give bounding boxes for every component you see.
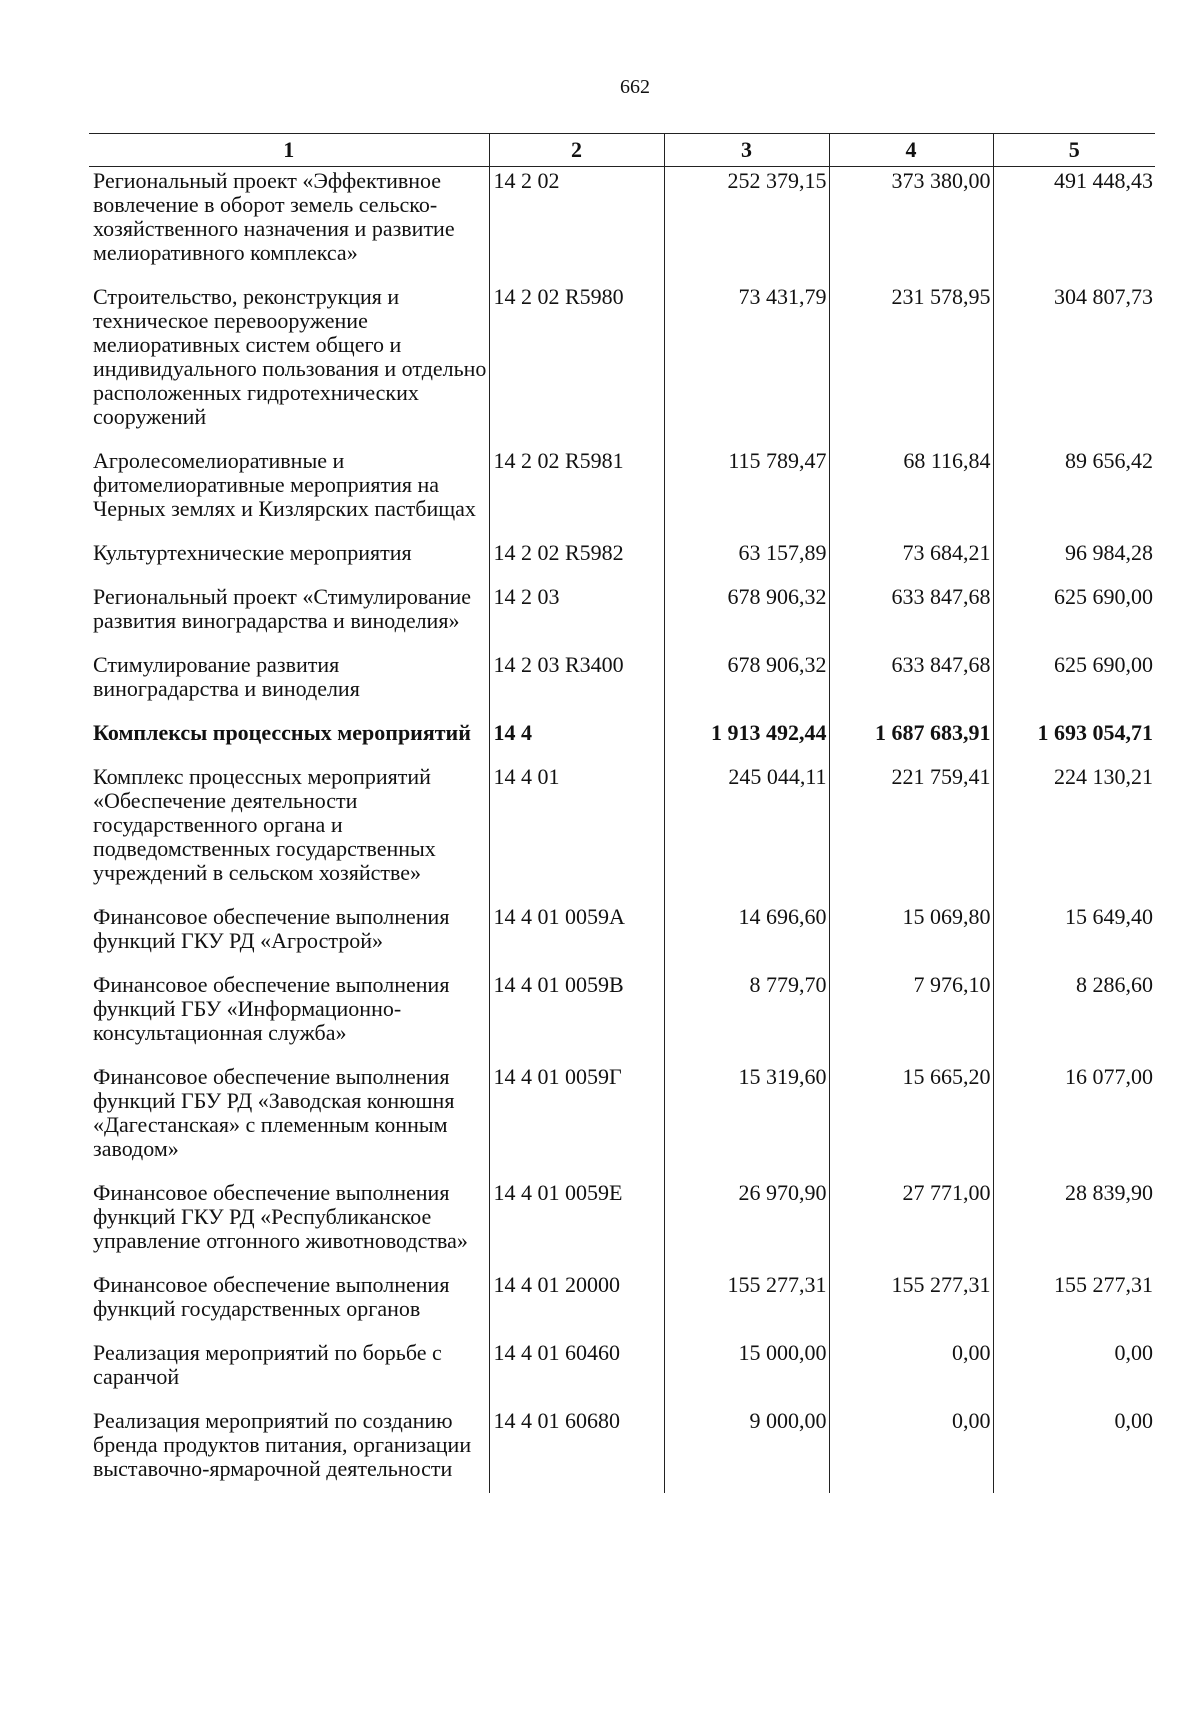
row-value-col4: 0,00 — [829, 1341, 993, 1409]
row-value-col5: 304 807,73 — [993, 285, 1155, 449]
row-code: 14 4 01 20000 — [489, 1273, 664, 1341]
header-row — [89, 134, 1155, 167]
table-body — [89, 167, 1155, 1494]
header-col-3: 3 — [664, 134, 829, 167]
row-value-col5: 28 839,90 — [993, 1181, 1155, 1273]
row-value-col5: 15 649,40 — [993, 905, 1155, 973]
row-name: Финансовое обеспечение выполнения функций государственных органов — [93, 1272, 450, 1321]
table-row — [89, 1273, 1155, 1341]
row-name: Агролесомелиоративные и фитомелиоративные мероприятия на Черных землях и Кизлярских пастбищах — [93, 448, 476, 521]
row-value-col4: 155 277,31 — [829, 1273, 993, 1341]
row-value-col3: 678 906,32 — [664, 585, 829, 653]
row-name: Финансовое обеспечение выполнения функций ГБУ «Информационно-консультационная служба» — [93, 972, 450, 1045]
row-value-col4: 7 976,10 — [829, 973, 993, 1065]
table-row — [89, 541, 1155, 585]
table-row — [89, 905, 1155, 973]
header-col-2: 2 — [489, 134, 664, 167]
row-value-col5: 16 077,00 — [993, 1065, 1155, 1181]
header-col-4: 4 — [829, 134, 993, 167]
row-code: 14 2 02 R5982 — [489, 541, 664, 585]
row-code: 14 2 03 R3400 — [489, 653, 664, 721]
row-value-col3: 1 913 492,44 — [664, 721, 829, 765]
row-name: Финансовое обеспечение выполнения функций ГКУ РД «Агрострой» — [93, 904, 450, 953]
row-value-col5: 224 130,21 — [993, 765, 1155, 905]
row-name: Культуртехнические мероприятия — [93, 540, 412, 565]
row-name: Региональный проект «Эффективное вовлечение в оборот земель сельско-хозяйственного назначения и развитие мелиоративного комплекса» — [93, 168, 455, 265]
row-value-col4: 15 665,20 — [829, 1065, 993, 1181]
table-row — [89, 1341, 1155, 1409]
row-value-col3: 115 789,47 — [664, 449, 829, 541]
row-value-col5: 625 690,00 — [993, 585, 1155, 653]
row-code: 14 4 01 60680 — [489, 1409, 664, 1493]
table-row — [89, 1409, 1155, 1493]
row-value-col5: 8 286,60 — [993, 973, 1155, 1065]
row-name: Региональный проект «Стимулирование развития виноградарства и виноделия» — [93, 584, 472, 633]
row-value-col3: 73 431,79 — [664, 285, 829, 449]
row-name: Финансовое обеспечение выполнения функций ГКУ РД «Республиканское управление отгонного животноводства» — [93, 1180, 468, 1253]
row-value-col4: 0,00 — [829, 1409, 993, 1493]
row-code: 14 4 01 60460 — [489, 1341, 664, 1409]
table-row — [89, 765, 1155, 905]
row-value-col5: 0,00 — [993, 1409, 1155, 1493]
row-value-col4: 15 069,80 — [829, 905, 993, 973]
row-code: 14 4 01 0059А — [489, 905, 664, 973]
header-col-5: 5 — [993, 134, 1155, 167]
row-name: Финансовое обеспечение выполнения функций ГБУ РД «Заводская конюшня «Дагестанская» с племенным конным заводом» — [93, 1064, 455, 1161]
row-value-col5: 625 690,00 — [993, 653, 1155, 721]
table-row — [89, 1181, 1155, 1273]
row-value-col5: 89 656,42 — [993, 449, 1155, 541]
row-value-col4: 73 684,21 — [829, 541, 993, 585]
row-value-col4: 1 687 683,91 — [829, 721, 993, 765]
row-code: 14 2 02 — [489, 167, 664, 286]
row-name: Строительство, реконструкция и техническое перевооружение мелиоративных систем общего и индивидуального пользования и отдельно расположенных гидротехнических сооружений — [93, 284, 487, 429]
table-header — [89, 134, 1155, 167]
row-name: Реализация мероприятий по созданию бренда продуктов питания, организации выставочно-ярмарочной деятельности — [93, 1408, 472, 1481]
row-name: Комплекс процессных мероприятий «Обеспечение деятельности государственного органа и подведомственных государственных учреждений в сельском хозяйстве» — [93, 764, 436, 885]
row-value-col5: 1 693 054,71 — [993, 721, 1155, 765]
row-value-col3: 14 696,60 — [664, 905, 829, 973]
row-code: 14 2 02 R5980 — [489, 285, 664, 449]
row-value-col5: 491 448,43 — [993, 167, 1155, 286]
row-value-col4: 633 847,68 — [829, 585, 993, 653]
table-row — [89, 585, 1155, 653]
table-row — [89, 285, 1155, 449]
row-code: 14 2 03 — [489, 585, 664, 653]
row-value-col3: 678 906,32 — [664, 653, 829, 721]
row-value-col3: 26 970,90 — [664, 1181, 829, 1273]
row-code: 14 4 01 0059В — [489, 973, 664, 1065]
row-value-col5: 155 277,31 — [993, 1273, 1155, 1341]
row-value-col3: 15 319,60 — [664, 1065, 829, 1181]
row-code: 14 4 01 — [489, 765, 664, 905]
row-code: 14 2 02 R5981 — [489, 449, 664, 541]
row-value-col3: 8 779,70 — [664, 973, 829, 1065]
table-row — [89, 449, 1155, 541]
row-value-col3: 245 044,11 — [664, 765, 829, 905]
row-value-col4: 373 380,00 — [829, 167, 993, 286]
row-value-col4: 68 116,84 — [829, 449, 993, 541]
row-value-col5: 96 984,28 — [993, 541, 1155, 585]
row-value-col3: 63 157,89 — [664, 541, 829, 585]
row-code: 14 4 — [489, 721, 664, 765]
row-name: Реализация мероприятий по борьбе с саранчой — [93, 1340, 442, 1389]
row-code: 14 4 01 0059Е — [489, 1181, 664, 1273]
table-row — [89, 167, 1155, 286]
row-value-col4: 633 847,68 — [829, 653, 993, 721]
table-row-total — [89, 721, 1155, 765]
header-col-1: 1 — [89, 134, 489, 167]
row-value-col3: 9 000,00 — [664, 1409, 829, 1493]
page-number: 662 — [620, 76, 650, 98]
row-name: Комплексы процессных мероприятий — [93, 720, 471, 745]
row-name: Стимулирование развития виноградарства и виноделия — [93, 652, 360, 701]
row-code: 14 4 01 0059Г — [489, 1065, 664, 1181]
table-row — [89, 653, 1155, 721]
row-value-col5: 0,00 — [993, 1341, 1155, 1409]
row-value-col4: 221 759,41 — [829, 765, 993, 905]
row-value-col3: 155 277,31 — [664, 1273, 829, 1341]
budget-table — [89, 133, 1155, 1493]
row-value-col3: 252 379,15 — [664, 167, 829, 286]
row-value-col4: 27 771,00 — [829, 1181, 993, 1273]
row-value-col4: 231 578,95 — [829, 285, 993, 449]
table-row — [89, 1065, 1155, 1181]
table-row — [89, 973, 1155, 1065]
row-value-col3: 15 000,00 — [664, 1341, 829, 1409]
